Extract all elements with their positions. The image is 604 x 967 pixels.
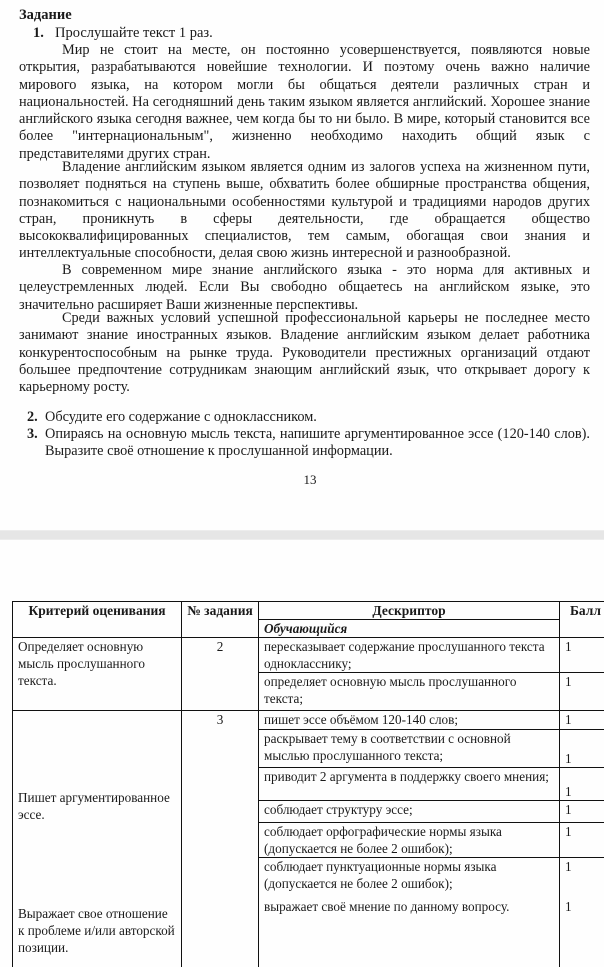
descriptor-cell: соблюдает орфографические нормы языка (допускается не более 2 ошибок); (259, 823, 560, 858)
descriptor-cell: пишет эссе объёмом 120-140 слов; (259, 711, 560, 730)
header-descriptor: Дескриптор (259, 602, 560, 620)
task-2-number: 2. (27, 409, 38, 425)
task-no-cell: 2 (182, 638, 259, 711)
task-no-cell: 3 (182, 711, 259, 967)
task-3 (27, 426, 590, 461)
task-1-number: 1. (33, 25, 44, 41)
score-cell: 1 (560, 673, 604, 711)
paragraph-text: Мир не стоит на месте, он постоянно усовершенствуется, появляются новые открытия, разрабатываются новейшие технологии. И поэтому очень важно наличие мирового языка, на котором могли бы общаться деятели различных стран и национальностей. На сегодняшний день таким языком является английский. Хорошее знание английского языка сегодня важнее, чем когда бы то ни было. В мире, который становится все более "интернациональным", жизненно необходимо находить общий язык с представителями других стран. (19, 42, 590, 162)
score-cell: 1 (560, 858, 604, 898)
task-1 (33, 25, 213, 42)
task-3-number: 3. (27, 426, 38, 442)
page-separator (0, 530, 604, 540)
subheader-learner: Обучающийся (259, 620, 560, 638)
header-criterion: Критерий оценивания (13, 602, 182, 638)
descriptor-cell: пересказывает содержание прослушанного текста однокласснику; (259, 638, 560, 673)
criterion-opinion: Выражает свое отношение к проблеме и/или авторской позиции. (18, 906, 175, 955)
descriptor-cell: определяет основную мысль прослушанного текста; (259, 673, 560, 711)
table-row (13, 638, 604, 673)
criterion-essay: Пишет аргументированное эссе. (18, 790, 170, 822)
criterion-cell: Определяет основную мысль прослушанного текста. (13, 638, 182, 711)
text-paragraph-2 (19, 159, 590, 263)
header-task-no: № задания (182, 602, 259, 638)
score-cell: 1 (560, 898, 604, 967)
descriptor-cell: приводит 2 аргумента в поддержку своего мнения; (259, 768, 560, 801)
score-cell: 1 (560, 768, 604, 801)
task-1-label: Прослушайте текст 1 раз. (55, 25, 213, 41)
descriptor-cell: соблюдает пунктуационные нормы языка (допускается не более 2 ошибок); (259, 858, 560, 898)
paragraph-text: В современном мире знание английского языка - это норма для активных и целеустремленных людей. Если Вы свободно общаетесь на английском языке, это значительно расширяет Ваши жизненные перспективы. (19, 262, 590, 313)
score-cell: 1 (560, 711, 604, 730)
criterion-cell (13, 711, 182, 967)
descriptor-cell: выражает своё мнение по данному вопросу. (259, 898, 560, 967)
score-cell: 1 (560, 730, 604, 768)
header-score: Балл (560, 602, 604, 638)
assessment-rubric-table (12, 601, 604, 967)
table-header-row (13, 602, 604, 620)
descriptor-cell: соблюдает структуру эссе; (259, 801, 560, 823)
score-cell: 1 (560, 638, 604, 673)
table-row (13, 711, 604, 730)
spacer (18, 823, 176, 905)
text-paragraph-3 (19, 262, 590, 314)
score-cell: 1 (560, 801, 604, 823)
descriptor-cell: раскрывает тему в соответствии с основной мыслью прослушанного текста; (259, 730, 560, 768)
paragraph-text: Владение английским языком является одним из залогов успеха на жизненном пути, позволяет подняться на ступень выше, обхватить более обширные пространства общения, познакомиться с национальными особенностями культурой и традициями народов других стран, проникнуть в сферы деятельности, где обращается общество высококвалифицированных специалистов, тем самым, обогащая свои знания и интеллектуальные способности, делая свою жизнь интересной и разнообразной. (19, 159, 590, 262)
text-paragraph-1 (19, 42, 590, 163)
paragraph-text: Среди важных условий успешной профессиональной карьеры не последнее место занимают знание иностранных языков. Владение английским языком делает работника конкурентоспособным на рынке труда. Руководители престижных организаций отдают большее предпочтение сотрудникам знающим английский язык, что открывает дорогу к карьерному росту. (19, 310, 590, 396)
score-cell: 1 (560, 823, 604, 858)
task-2-label: Обсудите его содержание с одноклассником. (45, 409, 317, 425)
text-paragraph-4 (19, 310, 590, 396)
page-number: 13 (303, 472, 317, 487)
task-3-label: Опираясь на основную мысль текста, напишите аргументированное эссе (120-140 слов). Выразите своё отношение к прослушанной информации. (45, 426, 590, 460)
task-2 (27, 409, 590, 426)
assignment-heading: Задание (19, 7, 72, 23)
